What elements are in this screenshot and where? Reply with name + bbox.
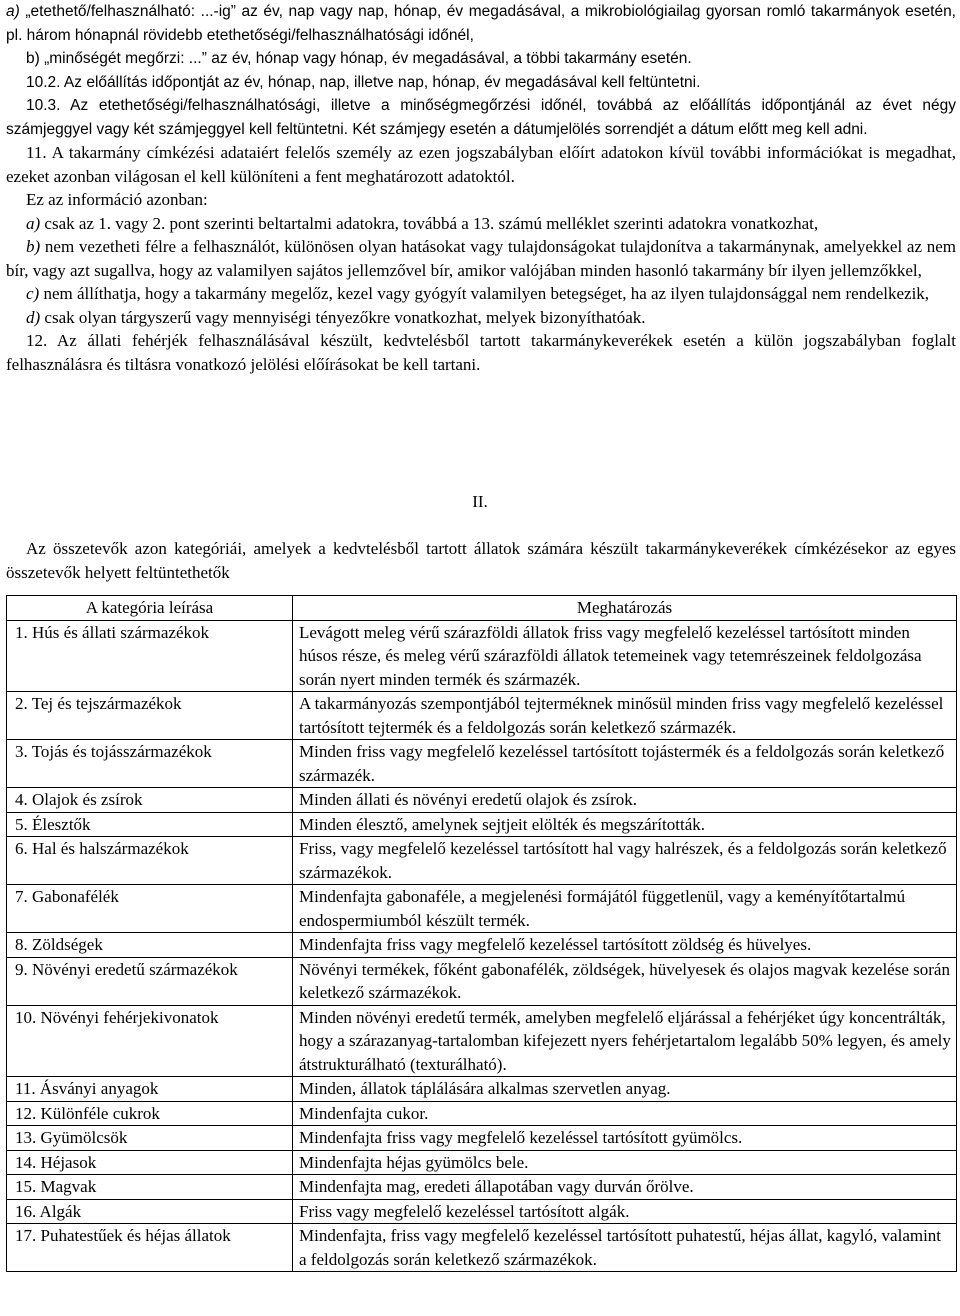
definition-cell: Mindenfajta friss vagy megfelelő kezeléssel tartósított zöldség és hüvelyes. (293, 933, 957, 958)
category-cell: 4. Olajok és zsírok (7, 788, 293, 813)
definition-cell: A takarmányozás szempontjából tejterméknek minősül minden friss vagy megfelelő kezeléssel tartósított tejtermék és a feldolgozás során keletkező származék. (293, 692, 957, 740)
table-row (7, 1150, 957, 1175)
item-label: b) (26, 237, 41, 256)
category-cell: 16. Algák (7, 1199, 293, 1224)
paragraph-11-c (6, 282, 956, 306)
table-row (7, 620, 957, 692)
category-cell: 10. Növényi fehérjekivonatok (7, 1005, 293, 1077)
definition-cell: Növényi termékek, főként gabonafélék, zöldségek, hüvelyesek és olajos magvak kezelése során keletkező származékok. (293, 957, 957, 1005)
item-text: csak az 1. vagy 2. pont szerinti beltartalmi adatokra, továbbá a 13. számú melléklet szerinti adatokra vonatkozhat, (40, 213, 819, 233)
item-a-label: a) (6, 3, 20, 20)
paragraph-11-d (6, 306, 956, 330)
upper-text-block (6, 0, 956, 376)
item-text: csak olyan tárgyszerű vagy mennyiségi tényezőkre vonatkozhat, melyek bizonyíthatóak. (40, 307, 646, 327)
category-cell: 6. Hal és halszármazékok (7, 837, 293, 885)
section-heading: II. (472, 492, 488, 511)
paragraph-10-2: 10.2. Az előállítás időpontját az év, hónap, nap, illetve nap, hónap, év megadásával kell feltüntetni. (26, 73, 701, 91)
category-cell: 1. Hús és állati származékok (7, 620, 293, 692)
table-row (7, 1126, 957, 1151)
item-label: d) (26, 307, 41, 327)
category-cell: 8. Zöldségek (7, 933, 293, 958)
category-table (6, 595, 957, 1272)
item-label: c) (26, 284, 40, 303)
table-intro: Az összetevők azon kategóriái, amelyek a kedvtelésből tartott állatok számára készült takarmánykeverékek címkézésekor az egyes összetevők helyett feltüntethetők (6, 539, 956, 582)
category-cell: 11. Ásványi anyagok (7, 1077, 293, 1102)
table-row (7, 1199, 957, 1224)
table-row (7, 957, 957, 1005)
table-row (7, 1175, 957, 1200)
definition-cell: Mindenfajta gabonaféle, a megjelenési formájától függetlenül, vagy a keményítőtartalmú endospermiumból készült termék. (293, 885, 957, 933)
category-cell: 14. Héjasok (7, 1150, 293, 1175)
category-cell: 15. Magvak (7, 1175, 293, 1200)
category-cell: 13. Gyümölcsök (7, 1126, 293, 1151)
definition-cell: Mindenfajta mag, eredeti állapotában vagy durván őrölve. (293, 1175, 957, 1200)
category-cell: 5. Élesztők (7, 812, 293, 837)
definition-cell: Mindenfajta friss vagy megfelelő kezeléssel tartósított gyümölcs. (293, 1126, 957, 1151)
table-row (7, 1101, 957, 1126)
table-row (7, 837, 957, 885)
table-row (7, 692, 957, 740)
category-cell: 3. Tojás és tojásszármazékok (7, 740, 293, 788)
paragraph-11-a (6, 212, 956, 236)
category-cell: 7. Gabonafélék (7, 885, 293, 933)
category-cell: 2. Tej és tejszármazékok (7, 692, 293, 740)
item-a-date-line (6, 0, 956, 47)
definition-cell: Mindenfajta, friss vagy megfelelő kezeléssel tartósított puhatestű, héjas állat, kagyló, valamint a feldolgozás során keletkező származékok. (293, 1224, 957, 1272)
paragraph-12: 12. Az állati fehérjék felhasználásával készült, kedvtelésből tartott takarmánykeverékek esetén a külön jogszabályban foglalt felhasználásra és tiltásra vonatkozó jelölési előírásokat be kell tartani. (6, 331, 956, 374)
definition-cell: Minden növényi eredetű termék, amelyben megfelelő eljárással a fehérjéket úgy koncentrálták, hogy a szárazanyag-tartalomban kifejezett nyers fehérjetartalom legalább 50% legyen, és amely átstrukturálható (texturálható). (293, 1005, 957, 1077)
header-definition: Meghatározás (293, 596, 957, 621)
table-row (7, 1077, 957, 1102)
item-b-date-line: b) „minőségét megőrzi: ...” az év, hónap vagy hónap, év megadásával, a többi takarmány esetén. (26, 50, 692, 67)
definition-cell: Mindenfajta héjas gyümölcs bele. (293, 1150, 957, 1175)
definition-cell: Minden friss vagy megfelelő kezeléssel tartósított tojástermék és a feldolgozás során keletkező származék. (293, 740, 957, 788)
paragraph-11: 11. A takarmány címkézési adataiért felelős személy az ezen jogszabályban előírt adatokon kívül további információkat is megadhat, ezeket azonban világosan el kell különíteni a fent meghatározott adatoktól. (6, 143, 956, 186)
table-row (7, 812, 957, 837)
definition-cell: Mindenfajta cukor. (293, 1101, 957, 1126)
table-row (7, 1224, 957, 1272)
definition-cell: Minden, állatok táplálására alkalmas szervetlen anyag. (293, 1077, 957, 1102)
item-text: nem vezetheti félre a felhasználót, különösen olyan hatásokat vagy tulajdonságokat tulajdonítva a takarmánynak, amelyekkel az nem bír, vagy azt sugallva, hogy az valamilyen sajátos jellemzővel bír, amikor valójában minden hasonló takarmány bír ilyen jellemzőkkel, (6, 237, 956, 280)
item-text: nem állíthatja, hogy a takarmány megelőz, kezel vagy gyógyít valamilyen betegséget, ha az ilyen tulajdonsággal nem rendelkezik, (39, 284, 930, 303)
paragraph-11-lead: Ez az információ azonban: (26, 190, 208, 209)
table-row (7, 933, 957, 958)
definition-cell: Levágott meleg vérű szárazföldi állatok friss vagy megfelelő kezeléssel tartósított minden húsos része, és meleg vérű szárazföldi állatok tetemeinek vagy tetemrészeinek feldolgozása során nyert minden termék és származék. (293, 620, 957, 692)
definition-cell: Friss, vagy megfelelő kezeléssel tartósított hal vagy halrészek, és a feldolgozás során keletkező származékok. (293, 837, 957, 885)
category-cell: 12. Különféle cukrok (7, 1101, 293, 1126)
definition-cell: Minden élesztő, amelynek sejtjeit elölték és megszárították. (293, 812, 957, 837)
table-body (7, 620, 957, 1272)
definition-cell: Friss vagy megfelelő kezeléssel tartósított algák. (293, 1199, 957, 1224)
item-a-text: „etethető/felhasználható: ...-ig” az év, nap vagy nap, hónap, év megadásával, a mikrobiológiailag gyorsan romló takarmányok esetén, pl. három hónapnál rövidebb etethetőségi/felhasználhatósági időnél, (6, 3, 956, 44)
table-header-row (7, 596, 957, 621)
definition-cell: Minden állati és növényi eredetű olajok és zsírok. (293, 788, 957, 813)
paragraph-10-3: 10.3. Az etethetőségi/felhasználhatósági, illetve a minőségmegőrzési időnél, továbbá az előállítás időpontjánál az évet négy számjeggyel vagy két számjeggyel kell feltüntetni. Két számjegy esetén a dátumjelölés sorrendjét a dátum előtt meg kell adni. (6, 97, 956, 138)
header-category: A kategória leírása (7, 596, 293, 621)
table-row (7, 885, 957, 933)
table-row (7, 1005, 957, 1077)
item-label: a) (26, 213, 41, 233)
category-cell: 17. Puhatestűek és héjas állatok (7, 1224, 293, 1272)
table-row (7, 788, 957, 813)
paragraph-11-b (6, 235, 956, 282)
table-row (7, 740, 957, 788)
category-cell: 9. Növényi eredetű származékok (7, 957, 293, 1005)
